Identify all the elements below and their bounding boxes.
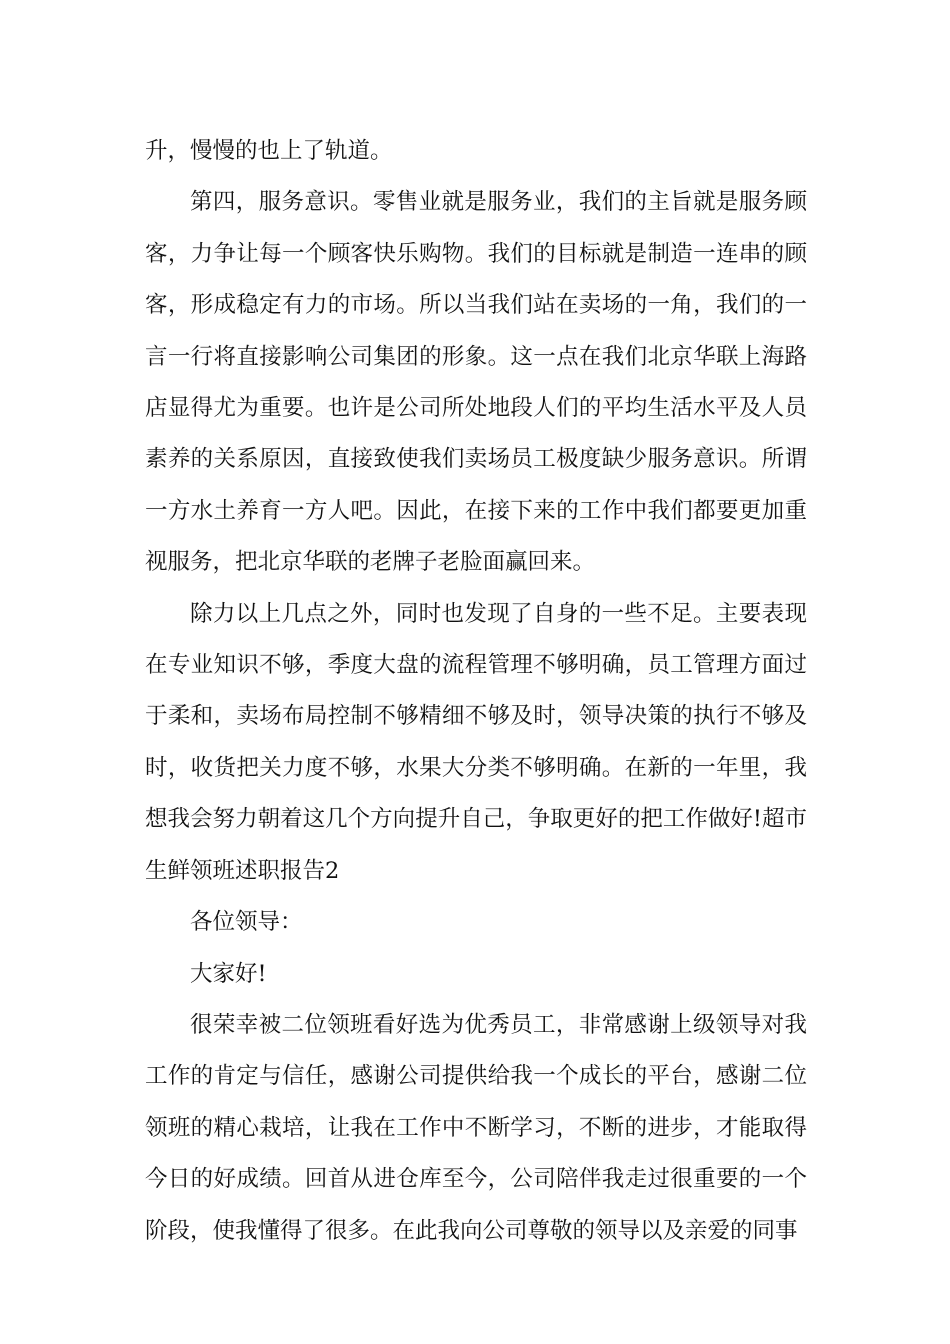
paragraph: 大家好! [190, 960, 267, 987]
paragraph: 第四，服务意识。零售业就是服务业，我们的主旨就是服务顾客，力争让每一个顾客快乐购物。我们的目标就是制造一连串的顾客，形成稳定有力的市场。所以当我们站在卖场的一角，我们的一言一行将直接影响公司集团的形象。这一点在我们北京华联上海路店显得尤为重要。也许是公司所处地段人们的平均生活水平及人员素养的关系原因，直接致使我们卖场员工极度缺少服务意识。所谓一方水土养育一方人吧。因此，在接下来的工作中我们都要更加重视服务，把北京华联的老牌子老脸面赢回来。 [145, 189, 807, 576]
paragraph: 升，慢慢的也上了轨道。 [145, 138, 393, 164]
paragraph: 各位领导： [190, 909, 303, 936]
document-body [145, 126, 807, 1257]
paragraph: 除力以上几点之外，同时也发现了自身的一些不足。主要表现在专业知识不够，季度大盘的流程管理不够明确，员工管理方面过于柔和，卖场布局控制不够精细不够及时，领导决策的执行不够及时，收货把关力度不够，水果大分类不够明确。在新的一年里，我想我会努力朝着这几个方向提升自己，争取更好的把工作做好!超市生鲜领班述职报告2 [145, 600, 807, 884]
paragraph: 很荣幸被二位领班看好选为优秀员工，非常感谢上级领导对我工作的肯定与信任，感谢公司提供给我一个成长的平台，感谢二位领班的精心栽培，让我在工作中不断学习，不断的进步，才能取得今日的好成绩。回首从进仓库至今，公司陪伴我走过很重要的一个阶段，使我懂得了很多。在此我向公司尊敬的领导以及亲爱的同事 [145, 1011, 807, 1244]
